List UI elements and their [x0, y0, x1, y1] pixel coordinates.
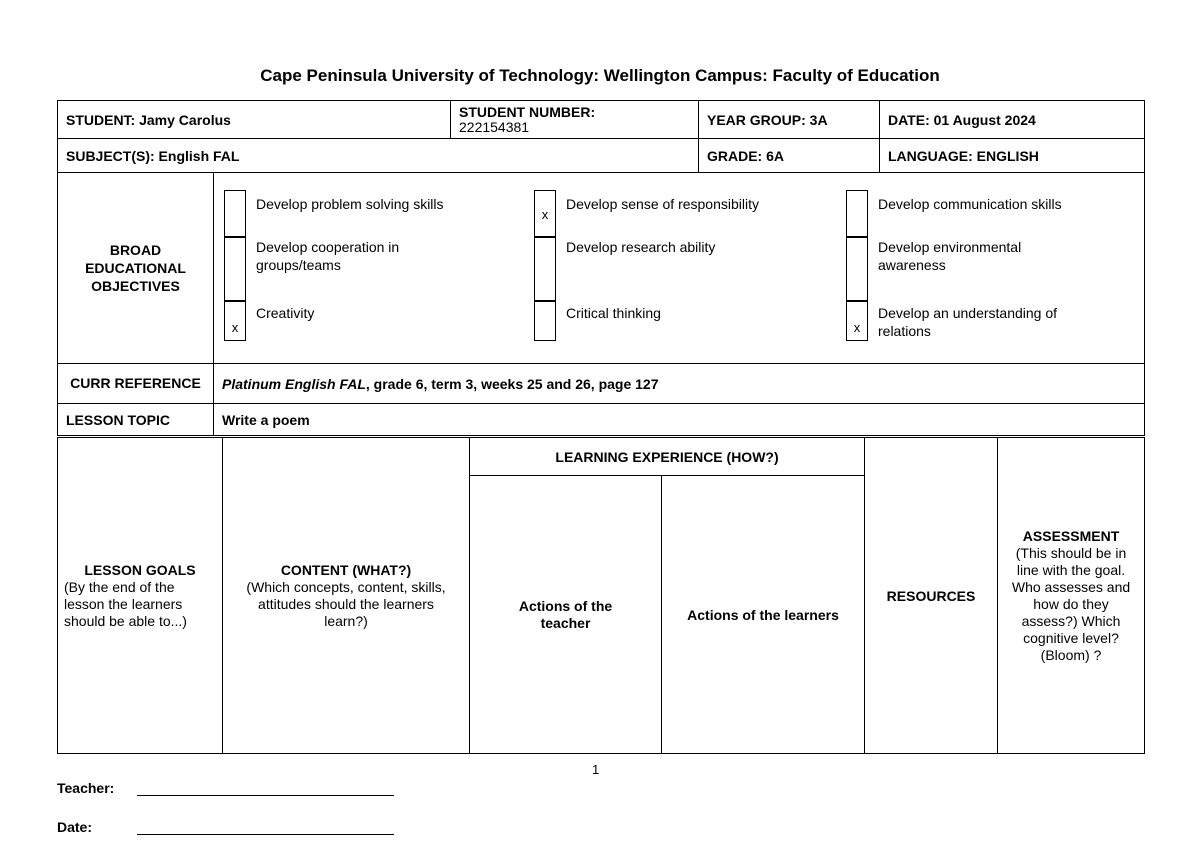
objectives-label: BROAD EDUCATIONAL OBJECTIVES: [58, 173, 214, 364]
document-title: Cape Peninsula University of Technology: Wellington Campus: Faculty of Education: [260, 66, 940, 85]
objective-checkbox[interactable]: x: [224, 301, 246, 341]
objective-checkbox[interactable]: [534, 301, 556, 341]
objective-text: Develop an understanding of relations: [878, 305, 1058, 339]
resources-header: RESOURCES: [865, 438, 998, 754]
assessment-header: [998, 438, 1145, 754]
objective-checkbox[interactable]: [224, 190, 246, 237]
teacher-signature-line[interactable]: [137, 795, 394, 796]
objective-text: Develop communication skills: [878, 196, 1062, 212]
date-field: DATE: 01 August 2024: [880, 101, 1145, 139]
lesson-goals-subtitle: (By the end of the lesson the learners should be able to...): [64, 578, 187, 629]
objective-checkbox[interactable]: x: [534, 190, 556, 237]
header-table: [57, 100, 1145, 436]
teacher-label: Teacher:: [57, 780, 115, 796]
lesson-plan-table: [57, 437, 1145, 754]
content-title: CONTENT (WHAT?): [280, 561, 412, 578]
assessment-subtitle: (This should be in line with the goal. Who assesses and how do they assess?) Which cognitive level? (Bloom) ?: [1011, 544, 1131, 663]
student-name: STUDENT: Jamy Carolus: [58, 101, 451, 139]
objective-text: Develop sense of responsibility: [566, 196, 759, 212]
lesson-goals-title: LESSON GOALS: [84, 561, 196, 578]
objective-text: Develop problem solving skills: [256, 196, 444, 212]
student-number: [451, 101, 699, 139]
objective-checkbox[interactable]: [846, 190, 868, 237]
objective-text: Develop research ability: [566, 239, 716, 255]
date-label: Date:: [57, 819, 93, 835]
objective-checkbox[interactable]: [224, 237, 246, 301]
objective-text: Critical thinking: [566, 305, 661, 321]
date-signature-line[interactable]: [137, 834, 394, 835]
content-header: [223, 438, 470, 754]
subjects: SUBJECT(S): English FAL: [58, 139, 699, 173]
objective-checkbox[interactable]: [534, 237, 556, 301]
lesson-goals-header: [58, 438, 223, 754]
curr-details: , grade 6, term 3, weeks 25 and 26, page 127: [365, 375, 659, 392]
year-group: YEAR GROUP: 3A: [699, 101, 880, 139]
objective-text: Develop cooperation in groups/teams: [256, 239, 400, 273]
objective-checkbox[interactable]: x: [846, 301, 868, 341]
page-number: 1: [592, 762, 600, 777]
content-subtitle: (Which concepts, content, skills, attitudes should the learners learn?): [246, 578, 446, 629]
lesson-topic-label: LESSON TOPIC: [58, 404, 214, 436]
objective-text: Develop environmental awareness: [878, 239, 1022, 273]
objectives-grid: [214, 173, 1145, 364]
lesson-topic-value: Write a poem: [214, 404, 1145, 436]
curr-reference-label: CURR REFERENCE: [58, 364, 214, 404]
student-number-label: STUDENT NUMBER:: [459, 103, 596, 120]
grade: GRADE: 6A: [699, 139, 880, 173]
learner-actions-header: Actions of the learners: [662, 476, 865, 754]
learning-experience-header: LEARNING EXPERIENCE (HOW?): [470, 438, 865, 476]
curr-reference-value: [214, 364, 1145, 404]
objective-checkbox[interactable]: [846, 237, 868, 301]
curr-book-title: Platinum English FAL: [222, 375, 366, 392]
objective-text: Creativity: [256, 305, 315, 321]
teacher-actions-header: Actions of the teacher: [470, 476, 662, 754]
assessment-title: ASSESSMENT: [1022, 527, 1120, 544]
language: LANGUAGE: ENGLISH: [880, 139, 1145, 173]
student-number-value: 222154381: [459, 118, 530, 135]
